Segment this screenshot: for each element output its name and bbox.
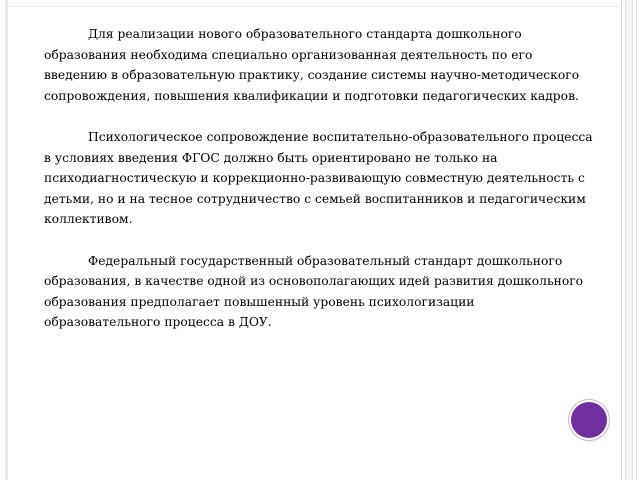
- paragraph-2: Психологическое сопровождение воспитательно-образовательного процесса в условиях введения ФГОС должно быть ориентировано не только на психодиагностическую и коррекционно-развивающую совместную деятельность с детьми, но и на тесное сотрудничество с семьей воспитанников и педагогическим коллективом.: [44, 130, 593, 226]
- paragraph-3: Федеральный государственный образовательный стандарт дошкольного образования, в качестве одной из основополагающих идей развития дошкольного образования предполагает повышенный уровень психологизации образовательного процесса в ДОУ.: [44, 253, 584, 329]
- decorative-circle-icon: [571, 402, 607, 438]
- frame-right-inner-border: [625, 0, 633, 480]
- paragraph-1: Для реализации нового образовательного стандарта дошкольного образования необходима специально организованная деятельность по его введению в образовательную практику, создание системы научно-методического сопровождения, повышения квалификации и подготовки педагогических кадров.: [44, 27, 580, 103]
- slide-body-text: [44, 24, 594, 354]
- frame-top-border: [8, 6, 622, 7]
- frame-left-border: [5, 0, 8, 480]
